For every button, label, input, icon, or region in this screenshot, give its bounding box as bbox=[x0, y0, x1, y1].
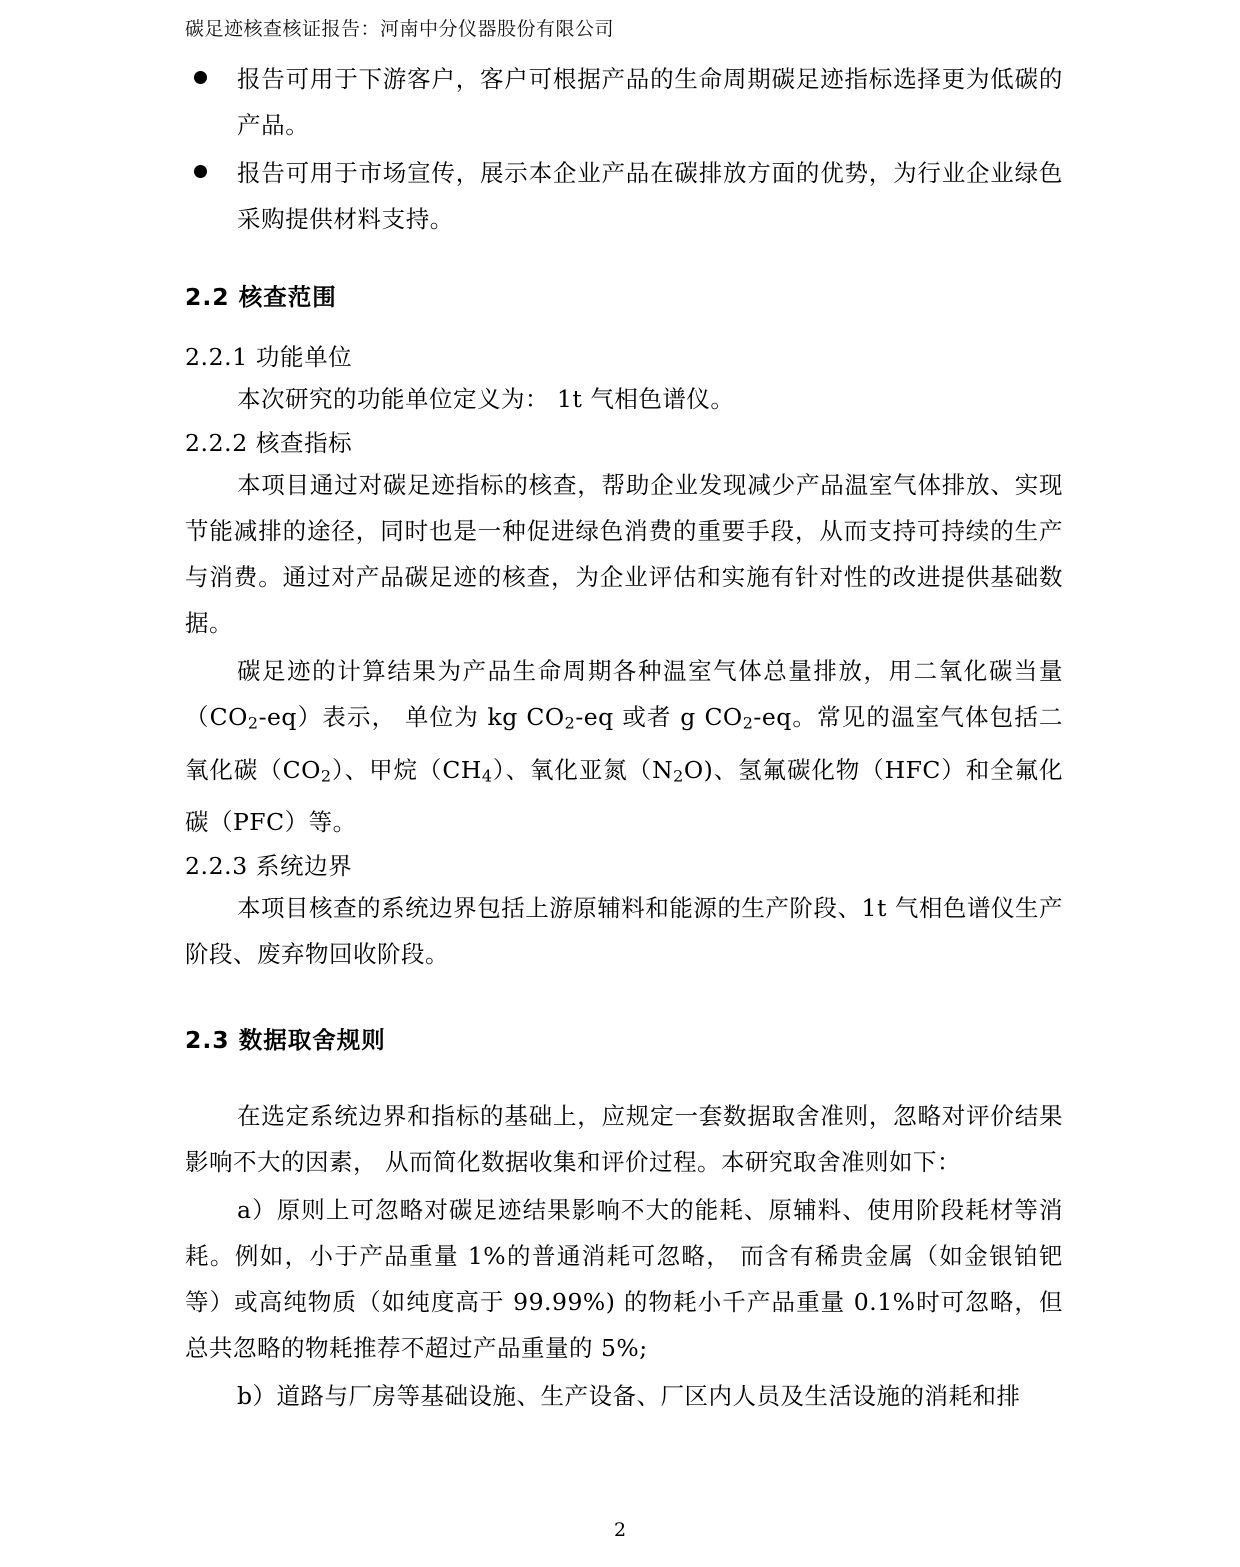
subsection-heading-boundary: 2.2.3 系统边界 bbox=[185, 852, 353, 880]
bullet-list bbox=[185, 56, 1063, 242]
ghg-subscript-5: 4 bbox=[481, 766, 493, 785]
list-item bbox=[185, 56, 1063, 148]
bullet-dot-icon bbox=[194, 71, 207, 84]
paragraph-cutoff-item-a: a）原则上可忽略对碳足迹结果影响不大的能耗、原辅料、使用阶段耗材等消耗。例如，小于产品重量 1%的普通消耗可忽略， 而含有稀贵金属（如金银铂钯等）或高纯物质（如纯度高于 99.99%) 的物耗小千产品重量 0.1%时可忽略，但总共忽略的物耗推荐不超过产品重量的 5%; bbox=[185, 1196, 1063, 1362]
ghg-subscript-3: 2 bbox=[742, 713, 754, 733]
ghg-text-part-6: ）、氧化亚氮（N bbox=[492, 755, 674, 784]
list-item bbox=[185, 150, 1063, 242]
section-heading-scope: 2.2 核查范围 bbox=[185, 283, 337, 311]
page-content bbox=[185, 56, 1063, 1421]
section-heading-cutoff: 2.3 数据取舍规则 bbox=[185, 1026, 386, 1054]
ghg-subscript-6: 2 bbox=[673, 766, 684, 785]
paragraph-indicators-2 bbox=[185, 648, 1063, 845]
paragraph-functional-unit: 本次研究的功能单位定义为： 1t 气相色谱仪。 bbox=[237, 385, 735, 413]
ghg-text-part-3: -eq 或者 g CO bbox=[575, 703, 743, 731]
ghg-subscript-2: 2 bbox=[564, 713, 576, 733]
ghg-subscript-1: 2 bbox=[247, 713, 259, 733]
bullet-dot-icon bbox=[194, 165, 207, 178]
ghg-text-part-1: 碳足迹的计算结果为产品生命周期各种温室气体总量排放，用二氧化碳当量（CO bbox=[185, 657, 1063, 731]
subsection-heading-indicators: 2.2.2 核查指标 bbox=[185, 429, 353, 457]
paragraph-cutoff-item-b: b）道路与厂房等基础设施、生产设备、厂区内人员及生活设施的消耗和排 bbox=[237, 1382, 1021, 1410]
ghg-subscript-4: 2 bbox=[320, 766, 332, 785]
subsection-heading-functional-unit: 2.2.1 功能单位 bbox=[185, 343, 353, 371]
paragraph-boundary: 本项目核查的系统边界包括上游原辅料和能源的生产阶段、1t 气相色谱仪生产阶段、废弃物回收阶段。 bbox=[185, 894, 1063, 968]
ghg-text-part-5: ）、甲烷（CH bbox=[331, 755, 482, 784]
ghg-text-part-2: -eq）表示， 单位为 kg CO bbox=[258, 703, 565, 731]
list-item-text: 报告可用于下游客户，客户可根据产品的生命周期碳足迹指标选择更为低碳的产品。 bbox=[237, 65, 1063, 139]
list-item-text: 报告可用于市场宣传，展示本企业产品在碳排放方面的优势，为行业企业绿色采购提供材料支持。 bbox=[237, 159, 1063, 233]
paragraph-cutoff-intro: 在选定系统边界和指标的基础上，应规定一套数据取舍准则，忽略对评价结果影响不大的因素， 从而简化数据收集和评价过程。本研究取舍准则如下： bbox=[185, 1102, 1063, 1176]
ghg-text-part-4: -eq。常见的温室气体包括二氧化碳（CO bbox=[185, 703, 1063, 784]
page-header: 碳足迹核查核证报告：河南中分仪器股份有限公司 bbox=[185, 18, 615, 40]
paragraph-indicators-1: 本项目通过对碳足迹指标的核查，帮助企业发现减少产品温室气体排放、实现节能减排的途径，同时也是一种促进绿色消费的重要手段，从而支持可持续的生产与消费。通过对产品碳足迹的核查，为企业评估和实施有针对性的改进提供基础数据。 bbox=[185, 471, 1063, 637]
page-footer: 2 bbox=[613, 1519, 627, 1541]
ghg-text-part-7: O)、氢氟碳化物（HFC）和全氟化碳（PFC）等。 bbox=[185, 755, 1063, 836]
